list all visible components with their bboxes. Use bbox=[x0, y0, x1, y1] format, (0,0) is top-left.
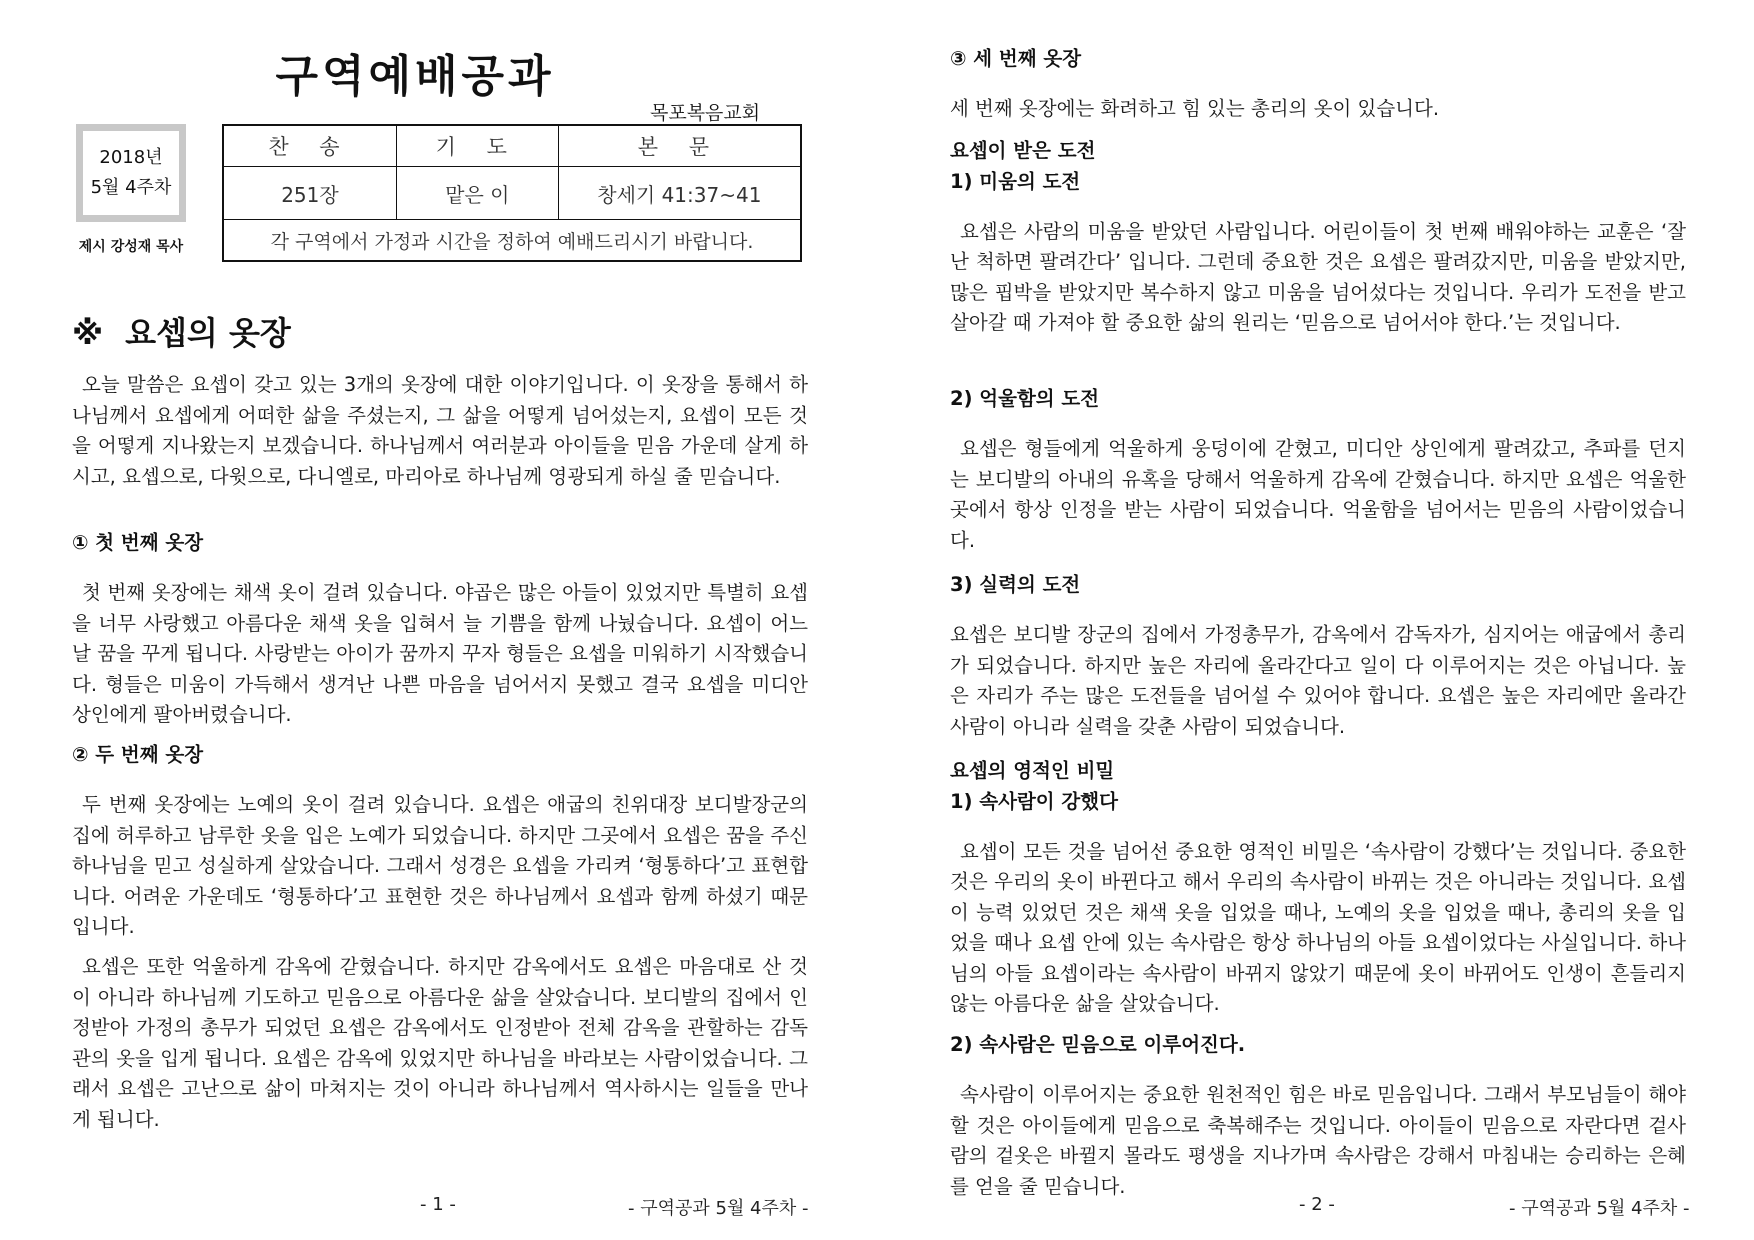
challenge-3 bbox=[950, 570, 1686, 762]
section-2-title: ② 두 번째 옷장 bbox=[72, 743, 204, 766]
date-year: 2018년 bbox=[99, 147, 163, 168]
challenge-1-title: 1) 미움의 도전 bbox=[950, 169, 1081, 193]
section-2-text-continued: 요셉은 또한 억울하게 감옥에 갇혔습니다. 하지만 감옥에서도 요셉은 마음대로 산 것이 아니라 하나님께 기도하고 믿음으로 아름다운 삶을 살았습니다. 보디발의 집에서 인정받아 가정의 총무가 되었던 요셉은 감옥에서도 인정받아 전체 감옥을 관할하는 감독관의 옷을 입게 됩니다. 요셉은 감옥에 있었지만 하나님을 바라보는 사람이었습니다. 그래서 요셉은 고난으로 삶이 마쳐지는 것이 아니라 하나님께서 역사하시는 일들을 만나게 됩니다. bbox=[72, 955, 808, 1131]
section-3 bbox=[950, 44, 1686, 144]
table-header-row bbox=[223, 125, 801, 167]
date-box bbox=[76, 124, 186, 222]
section-2 bbox=[72, 740, 808, 962]
sermon-heading bbox=[72, 308, 291, 354]
section-2-text: 두 번째 옷장에는 노예의 옷이 걸려 있습니다. 요셉은 애굽의 친위대장 보디발장군의 집에 허루하고 남루한 옷을 입은 노예가 되었습니다. 하지만 그곳에서 요셉은 꿈을 주신 하나님을 믿고 성실하게 살았습니다. 그래서 성경은 요셉을 가리켜 ‘형통하다’고 표현합니다. 어려운 가운데도 ‘형통하다’고 표현한 것은 하나님께서 요셉과 함께 하셨기 때문입니다. bbox=[72, 793, 808, 938]
challenge-2 bbox=[950, 384, 1686, 576]
challenges-title: 요셉이 받은 도전 bbox=[950, 139, 1096, 162]
section-3-title: ③ 세 번째 옷장 bbox=[950, 47, 1082, 70]
challenge-2-title: 2) 억울함의 도전 bbox=[950, 387, 1100, 410]
sermon-title: 요셉의 옷장 bbox=[125, 314, 291, 352]
spiritual-secret-title: 요셉의 영적인 비밀 bbox=[950, 759, 1115, 782]
header-prayer: 기 도 bbox=[396, 125, 558, 167]
section-1-text: 첫 번째 옷장에는 채색 옷이 걸려 있습니다. 야곱은 많은 아들이 있었지만 특별히 요셉을 너무 사랑했고 아름다운 채색 옷을 입혀서 늘 기쁨을 함께 나눴습니다. 요셉이 어느 날 꿈을 꾸게 됩니다. 사랑받는 아이가 꿈까지 꾸자 형들은 요셉을 미워하기 시작했습니다. 형들은 미움이 가득해서 생겨난 나쁜 마음을 넘어서지 못했고 결국 요셉을 미디안 상인에게 팔아버렸습니다. bbox=[72, 581, 808, 726]
challenge-1-text: 요셉은 사람의 미움을 받았던 사람입니다. 어린이들이 첫 번째 배워야하는 교훈은 ‘잘난 척하면 팔려간다’ 입니다. 그런데 중요한 것은 요셉은 팔려갔지만, 미움을 받았지만, 많은 핍박을 받았지만 복수하지 않고 미움을 넘어섰다는 것입니다. 우리가 도전을 받고 살아갈 때 가져야 할 중요한 삶의 원리는 ‘믿음으로 넘어서야 한다.’는 것입니다. bbox=[950, 219, 1686, 334]
page-footer: - 구역공과 5월 4주차 - bbox=[628, 1198, 809, 1219]
secret-1-title: 1) 속사람이 강했다 bbox=[950, 789, 1118, 813]
prayer-value: 맡은 이 bbox=[396, 167, 558, 220]
table-note: 각 구역에서 가정과 시간을 정하여 예배드리시기 바랍니다. bbox=[223, 220, 801, 262]
secret-1-text: 요셉이 모든 것을 넘어선 중요한 영적인 비밀은 ‘속사람이 강했다’는 것입니다. 중요한 것은 우리의 옷이 바뀐다고 해서 우리의 속사람이 바뀌는 것은 아니라는 것입니다. 요셉이 능력 있었던 것은 채색 옷을 입었을 때나, 노예의 옷을 입었을 때나, 총리의 옷을 입었을 때나 요셉 안에 있는 속사람은 항상 하나님의 아들 요셉이었다는 사실입니다. 하나님의 아들 요셉이라는 속사람이 바뀌지 않았기 때문에 옷이 바뀌어도 인생이 흔들리지 않는 아름다운 삶을 살았습니다. bbox=[950, 839, 1686, 1015]
secret-2-title: 2) 속사람은 믿음으로 이루어진다. bbox=[950, 1033, 1246, 1056]
header-hymn: 찬 송 bbox=[223, 125, 396, 167]
church-name: 목포복음교회 bbox=[650, 102, 761, 124]
hymn-value: 251장 bbox=[223, 167, 396, 220]
page-title: 구역예배공과 bbox=[275, 51, 555, 102]
reference-mark: ※ bbox=[72, 314, 104, 352]
challenge-3-title: 3) 실력의 도전 bbox=[950, 573, 1081, 596]
header-scripture: 본 문 bbox=[558, 125, 801, 167]
challenge-3-text: 요셉은 보디발 장군의 집에서 가정총무가, 감옥에서 감독자가, 심지어는 애굽에서 총리가 되었습니다. 하지만 높은 자리에 올라간다고 일이 다 이루어지는 것은 아닙니다. 높은 자리가 주는 많은 도전들을 넘어설 수 있어야 합니다. 요셉은 높은 자리에만 올라간 사람이 아니라 실력을 갖춘 사람이 되었습니다. bbox=[950, 623, 1686, 738]
scripture-value: 창세기 41:37~41 bbox=[558, 167, 801, 220]
spiritual-secret-section bbox=[950, 756, 1686, 1039]
secret-2 bbox=[950, 1030, 1686, 1222]
preacher: 제시 강성재 목사 bbox=[78, 239, 184, 255]
table-note-row bbox=[223, 220, 801, 262]
section-1-title: ① 첫 번째 옷장 bbox=[72, 531, 204, 554]
section-3-text: 세 번째 옷장에는 화려하고 힘 있는 총리의 옷이 있습니다. bbox=[950, 97, 1440, 120]
page-2 bbox=[877, 0, 1754, 1240]
worship-info-table bbox=[222, 124, 802, 262]
page-number: - 2 - bbox=[1299, 1194, 1335, 1215]
section-1 bbox=[72, 528, 808, 750]
challenges-section bbox=[950, 136, 1686, 358]
page-footer: - 구역공과 5월 4주차 - bbox=[1509, 1198, 1690, 1219]
page-number: - 1 - bbox=[420, 1194, 456, 1215]
intro-paragraph: 오늘 말씀은 요셉이 갖고 있는 3개의 옷장에 대한 이야기입니다. 이 옷장을 통해서 하나님께서 요셉에게 어떠한 삶을 주셨는지, 그 삶을 어떻게 넘어섰는지, 요셉이 모든 것을 어떻게 지나왔는지 보겠습니다. 하나님께서 여러분과 아이들을 믿음 가운데 살게 하시고, 요셉으로, 다윗으로, 다니엘로, 마리아로 하나님께 영광되게 하실 줄 믿습니다. bbox=[72, 373, 808, 488]
date-week: 5월 4주차 bbox=[90, 177, 172, 198]
challenge-2-text: 요셉은 형들에게 억울하게 웅덩이에 갇혔고, 미디안 상인에게 팔려갔고, 추파를 던지는 보디발의 아내의 유혹을 당해서 억울하게 감옥에 갇혔습니다. 하지만 요셉은 억울한 곳에서 항상 인정을 받는 사람이 되었습니다. 억울함을 넘어서는 믿음의 사람이었습니다. bbox=[950, 437, 1686, 552]
secret-2-text: 속사람이 이루어지는 중요한 원천적인 힘은 바로 믿음입니다. 그래서 부모님들이 해야 할 것은 아이들에게 믿음으로 축복해주는 것입니다. 아이들이 믿음으로 자란다면 겉사람의 겉옷은 바뀔지 몰라도 평생을 지나가며 속사람은 강해서 마침내는 승리하는 은혜를 얻을 줄 믿습니다. bbox=[950, 1083, 1686, 1198]
table-value-row bbox=[223, 167, 801, 220]
